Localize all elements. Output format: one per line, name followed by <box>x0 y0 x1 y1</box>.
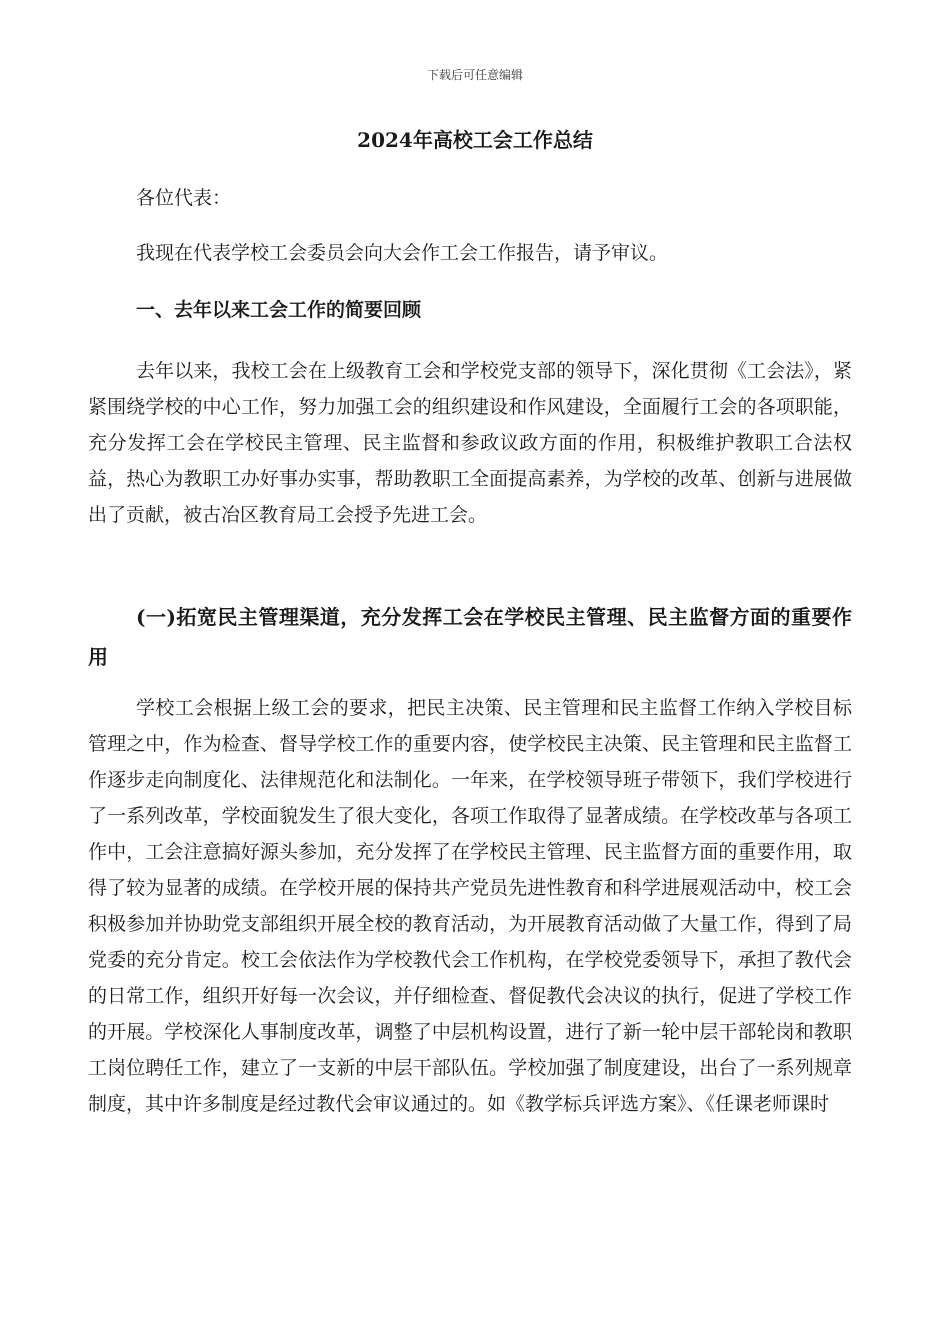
subsection-heading-1: (一)拓宽民主管理渠道，充分发挥工会在学校民主管理、民主监督方面的重要作用 <box>88 605 852 669</box>
section-heading-1: 一、去年以来工会工作的简要回顾 <box>136 299 422 321</box>
header-note: 下载后可任意编辑 <box>426 68 523 82</box>
section-paragraph-1: 去年以来，我校工会在上级教育工会和学校党支部的领导下，深化贯彻《工会法》，紧紧围绕学校的中心工作，努力加强工会的组织建设和作风建设，全面履行工会的各项职能，充分发挥工会在学校民主管理、民主监督和参政议政方面的作用，积极维护教职工合法权益，热心为教职工办好事办实事，帮助教职工全面提高素养，为学校的改革、创新与进展做出了贡献，被古冶区教育局工会授予先进工会。 <box>88 360 852 526</box>
salutation: 各位代表： <box>136 187 232 209</box>
document-title: 2024年高校工会工作总结 <box>357 128 593 152</box>
subsection-paragraph-1: 学校工会根据上级工会的要求，把民主决策、民主管理和民主监督工作纳入学校目标管理之中，作为检查、督导学校工作的重要内容，使学校民主决策、民主管理和民主监督工作逐步走向制度化、法律规范化和法制化。一年来，在学校领导班子带领下，我们学校进行了一系列改革，学校面貌发生了很大变化，各项工作取得了显著成绩。在学校改革与各项工作中，工会注意搞好源头参加，充分发挥了在学校民主管理、民主监督方面的重要作用，取得了较为显著的成绩。在学校开展的保持共产党员先进性教育和科学进展观活动中，校工会积极参加并协助党支部组织开展全校的教育活动，为开展教育活动做了大量工作，得到了局党委的充分肯定。校工会依法作为学校教代会工作机构，在学校党委领导下，承担了教代会的日常工作，组织开好每一次会议，并仔细检查、督促教代会决议的执行，促进了学校工作的开展。学校深化人事制度改革，调整了中层机构设置，进行了新一轮中层干部轮岗和教职工岗位聘任工作，建立了一支新的中层干部队伍。学校加强了制度建设，出台了一系列规章制度，其中许多制度是经过教代会审议通过的。如《教学标兵评选方案》、《任课老师课时 <box>88 697 852 1115</box>
opening-paragraph: 我现在代表学校工会委员会向大会作工会工作报告，请予审议。 <box>136 242 669 264</box>
